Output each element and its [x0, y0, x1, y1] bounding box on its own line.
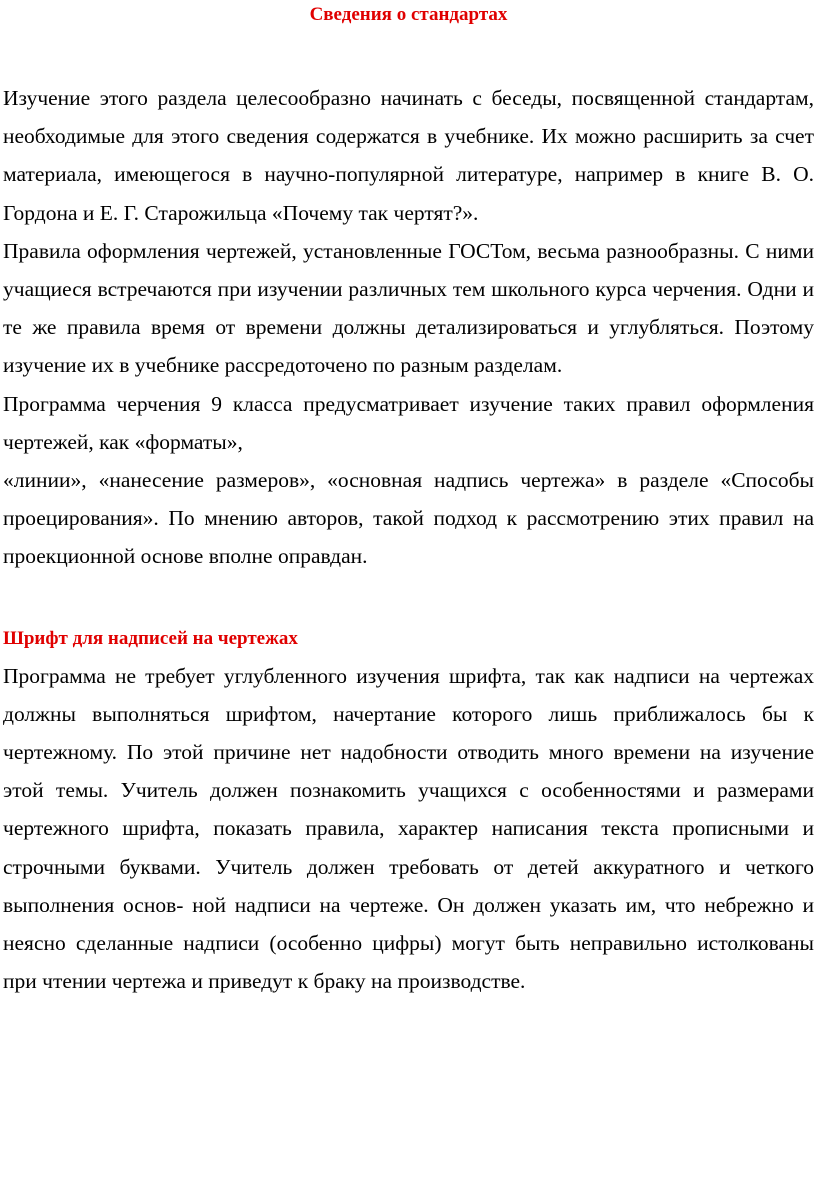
paragraph-program-grade9: Программа черчения 9 класса предусматривает изучение таких правил оформления чертежей, как «форматы», [3, 391, 814, 454]
paragraph-lines-dimensions: «линии», «нанесение размеров», «основная надпись чертежа» в разделе «Способы проецирования». По мнению авторов, такой подход к рассмотрению этих правил на проекционной основе вполне оправдан. [3, 468, 814, 569]
page-title: Сведения о стандартах [309, 4, 508, 25]
section-heading-font: Шрифт для надписей на чертежах [3, 627, 298, 649]
paragraph-intro: Изучение этого раздела целесообразно начинать с беседы, посвященной стандартам, необходимые для этого сведения содержатся в учебнике. Их можно расширить за счет материала, имеющегося в научно-популярной литературе, например в книге В. О. Гордона и Е. Г. Старожильца «Почему так чертят?». [3, 86, 814, 225]
section-standards [3, 79, 814, 576]
paragraph-gost-rules: Правила оформления чертежей, установленные ГОСТом, весьма разнообразны. С ними учащиеся встречаются при изучении различных тем школьного курса черчения. Одни и те же правила время от времени должны детализироваться и углубляться. Поэтому изучение их в учебнике рассредоточено по разным разделам. [3, 238, 814, 378]
paragraph-font-requirements: Программа не требует углубленного изучения шрифта, так как надписи на чертежах должны выполняться шрифтом, начертание которого лишь приближалось бы к чертежному. По этой причине нет надобности отводить много времени на изучение этой темы. Учитель должен познакомить учащихся с особенностями и размерами чертежного шрифта, показать правила, характер написания текста прописными и строчными буквами. Учитель должен требовать от детей аккуратного и четкого выполнения основ- ной надписи на чертеже. Он должен указать им, что небрежно и неясно сделанные надписи (особенно цифры) могут быть неправильно истолкованы при чтении чертежа и приведут к браку на производстве. [3, 663, 814, 994]
section-font [3, 627, 814, 1001]
